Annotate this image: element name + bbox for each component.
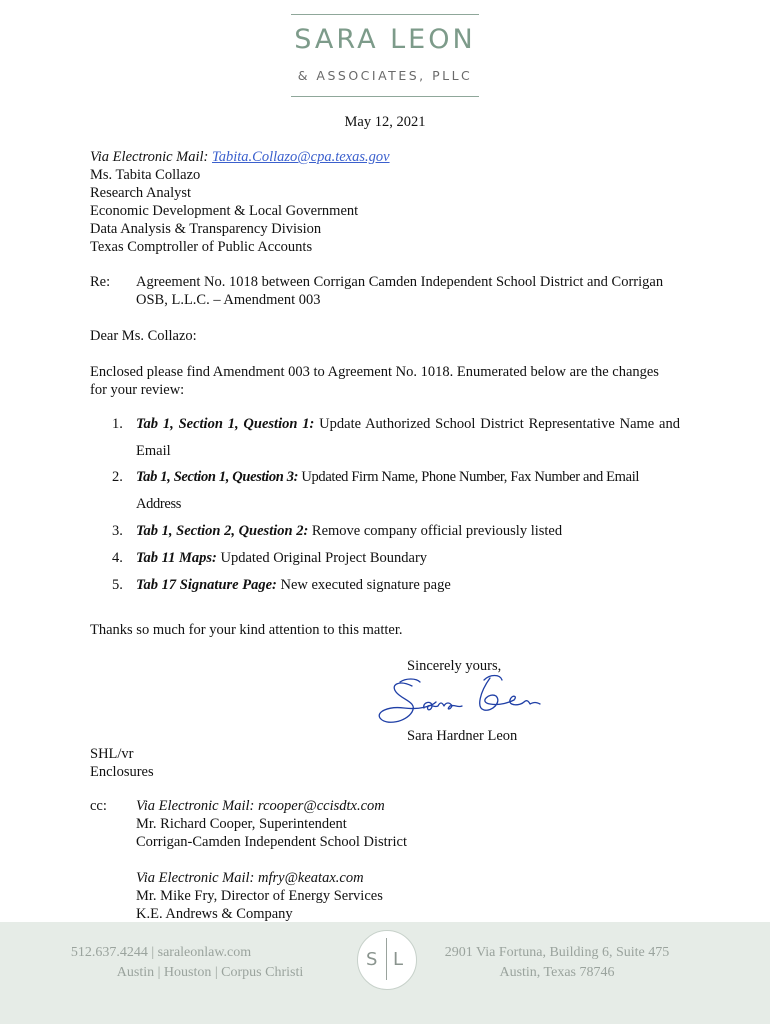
list-item-number: 1.: [112, 416, 123, 432]
footer-offices: Austin | Houston | Corpus Christi: [116, 965, 304, 980]
recipient-email-link[interactable]: Tabita.Collazo@cpa.texas.gov: [212, 149, 390, 165]
list-item-text: Remove company official previously listed: [308, 523, 563, 539]
typist-initials: SHL/vr: [90, 746, 134, 762]
cc-name: Mr. Mike Fry, Director of Energy Services: [136, 888, 383, 904]
list-item-text: Updated Original Project Boundary: [216, 550, 428, 566]
firm-subtitle-logo: & ASSOCIATES, PLLC: [297, 68, 473, 83]
list-item-title: Tab 1, Section 1, Question 3:: [136, 469, 299, 485]
recipient-name: Ms. Tabita Collazo: [90, 167, 201, 183]
list-item-text: New executed signature page: [276, 577, 451, 593]
list-item-number: 3.: [112, 523, 123, 539]
list-item: [112, 411, 680, 465]
salutation: Dear Ms. Collazo:: [90, 328, 197, 344]
cc-organization: K.E. Andrews & Company: [136, 906, 293, 922]
footer-contact: 512.637.4244 | saraleonlaw.com: [70, 945, 252, 960]
monogram-letter-l: L: [393, 949, 404, 970]
recipient-division: Data Analysis & Transparency Division: [90, 221, 322, 237]
cc-via-line: Via Electronic Mail: mfry@keatax.com: [136, 870, 364, 886]
logo-top-rule: [291, 14, 479, 15]
recipient-agency: Texas Comptroller of Public Accounts: [90, 239, 313, 255]
list-item-text: Updated Firm Name, Phone Number, Fax Number and Email Address: [136, 469, 640, 512]
list-item: [112, 464, 680, 518]
footer-address-line-2: Austin, Texas 78746: [499, 965, 615, 980]
via-label: Via Electronic Mail:: [90, 149, 213, 165]
cc-name: Mr. Richard Cooper, Superintendent: [136, 816, 347, 832]
list-item: [112, 572, 680, 599]
list-item-title: Tab 17 Signature Page:: [136, 577, 277, 593]
list-item-title: Tab 11 Maps:: [136, 550, 217, 566]
logo-bottom-rule: [291, 96, 479, 97]
firm-name-logo: SARA LEON: [294, 24, 476, 55]
enclosures-label: Enclosures: [90, 764, 154, 780]
re-subject-line-2: OSB, L.L.C. – Amendment 003: [136, 292, 321, 308]
signer-name: Sara Hardner Leon: [407, 728, 518, 744]
handwritten-signature: [372, 672, 548, 732]
list-item: [112, 545, 680, 572]
cc-via-line: Via Electronic Mail: rcooper@ccisdtx.com: [136, 798, 385, 814]
cc-label: cc:: [90, 798, 107, 814]
cc-organization: Corrigan-Camden Independent School District: [136, 834, 408, 850]
letter-date: May 12, 2021: [344, 114, 426, 130]
recipient-via-line: [90, 148, 390, 166]
list-item-title: Tab 1, Section 2, Question 2:: [136, 523, 309, 539]
valediction: Sincerely yours,: [407, 658, 502, 674]
footer-address-line-1: 2901 Via Fortuna, Building 6, Suite 475: [444, 945, 670, 960]
recipient-department: Economic Development & Local Government: [90, 203, 359, 219]
monogram-letter-s: S: [366, 949, 378, 970]
list-item: [112, 518, 680, 545]
intro-line-1: Enclosed please find Amendment 003 to Agreement No. 1018. Enumerated below are the changes: [90, 364, 659, 380]
list-item-text: Update Authorized School District Representative Name and Email: [136, 416, 680, 459]
monogram-divider: [386, 938, 387, 980]
recipient-title: Research Analyst: [90, 185, 192, 201]
intro-line-2: for your review:: [90, 382, 185, 398]
list-item-number: 5.: [112, 577, 123, 593]
re-label: Re:: [90, 274, 111, 290]
re-subject-line-1: Agreement No. 1018 between Corrigan Camden Independent School District and Corrigan: [136, 274, 664, 290]
closing-text: Thanks so much for your kind attention to this matter.: [90, 622, 403, 638]
list-item-title: Tab 1, Section 1, Question 1:: [136, 416, 315, 432]
list-item-number: 4.: [112, 550, 123, 566]
list-item-number: 2.: [112, 469, 123, 485]
